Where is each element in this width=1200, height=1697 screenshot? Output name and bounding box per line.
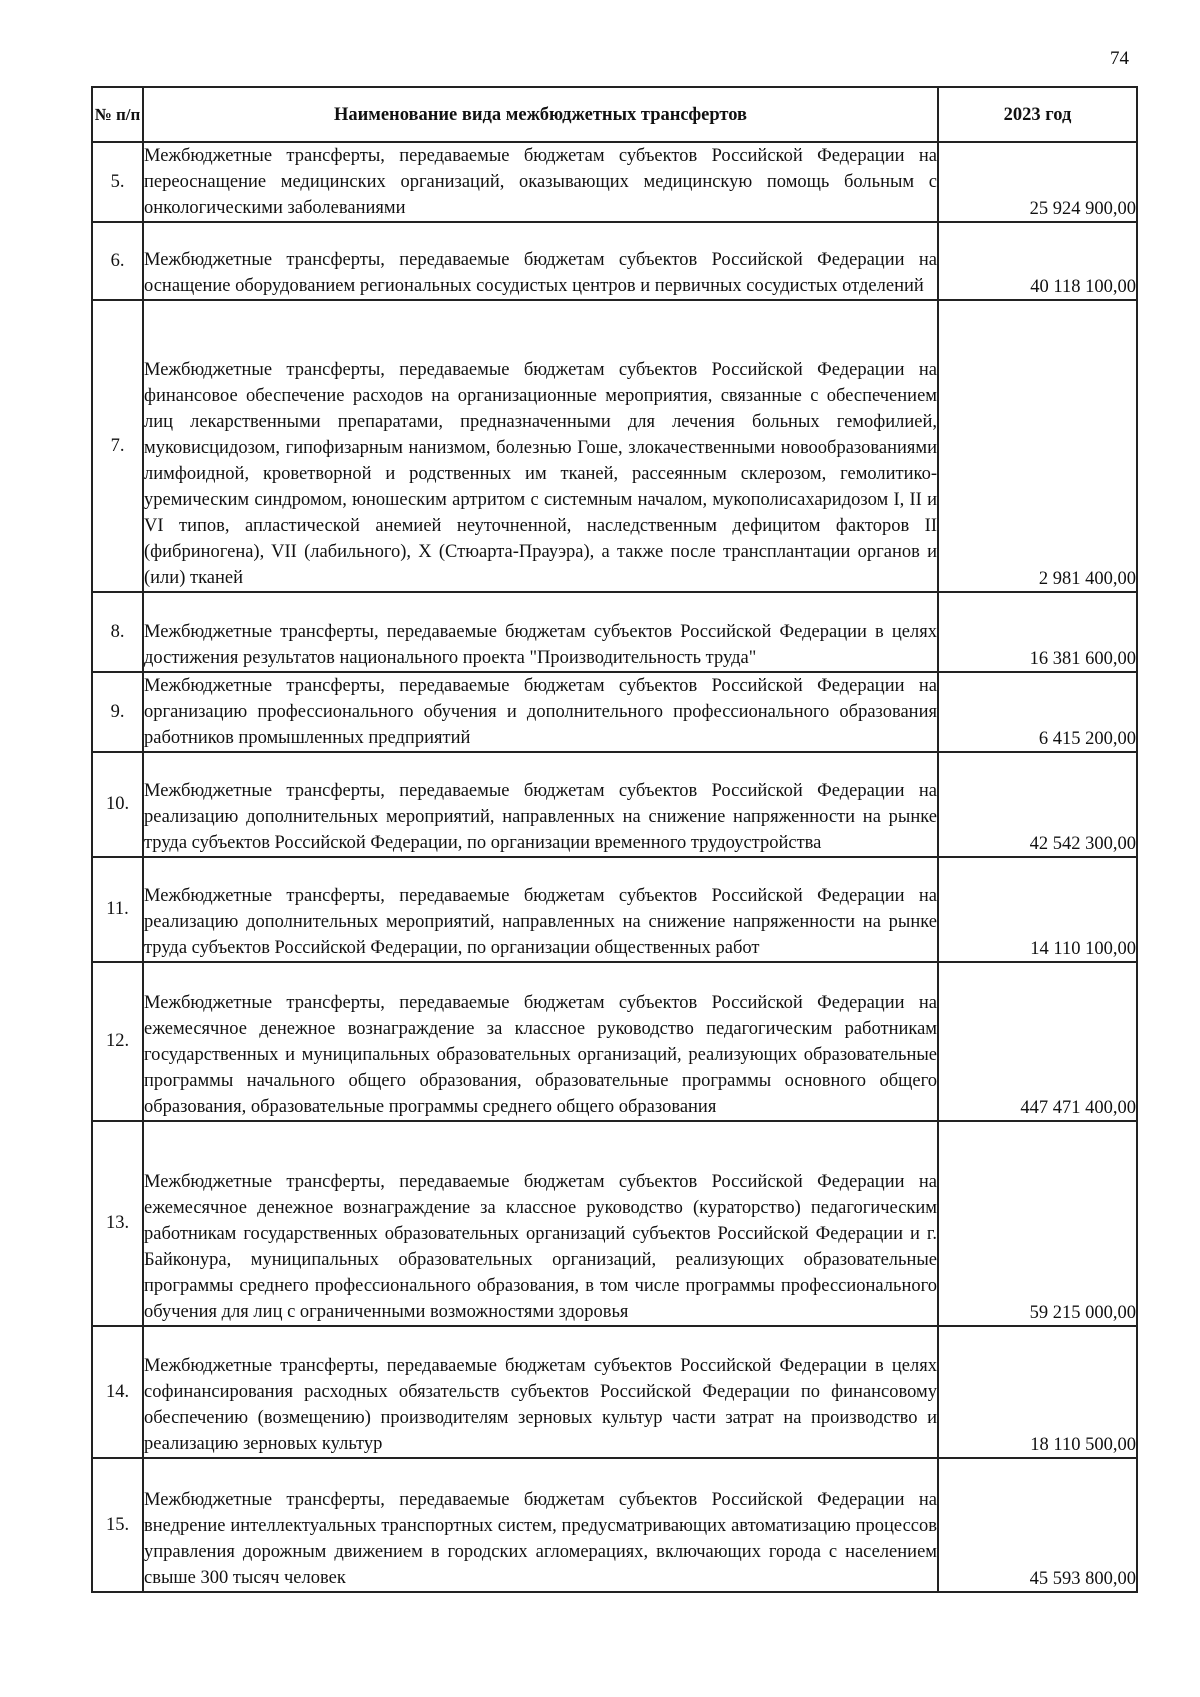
row-name: Межбюджетные трансферты, передаваемые бюджетам субъектов Российской Федерации на внедрение интеллектуальных транспортных систем, предусматривающих автоматизацию процессов управления дорожным движением в городских агломерациях, включающих города с населением свыше 300 тысяч человек (143, 1458, 938, 1592)
row-number: 11. (92, 857, 143, 962)
page-number: 74 (1110, 48, 1129, 69)
row-amount: 42 542 300,00 (938, 752, 1137, 857)
row-amount: 18 110 500,00 (938, 1326, 1137, 1458)
row-name: Межбюджетные трансферты, передаваемые бюджетам субъектов Российской Федерации на реализацию дополнительных мероприятий, направленных на снижение напряженности на рынке труда субъектов Российской Федерации, по организации временного трудоустройства (143, 752, 938, 857)
row-number: 9. (92, 672, 143, 752)
table-row (92, 1326, 1137, 1458)
header-name: Наименование вида межбюджетных трансфертов (143, 87, 938, 142)
row-name: Межбюджетные трансферты, передаваемые бюджетам субъектов Российской Федерации на организацию профессионального обучения и дополнительного профессионального образования работников промышленных предприятий (143, 672, 938, 752)
table-row (92, 222, 1137, 300)
table-row (92, 300, 1137, 592)
row-name: Межбюджетные трансферты, передаваемые бюджетам субъектов Российской Федерации на ежемесячное денежное вознаграждение за классное руководство педагогическим работникам государственных и муниципальных образовательных организаций, реализующих образовательные программы начального общего образования, образовательные программы основного общего образования, образовательные программы среднего общего образования (143, 962, 938, 1121)
table-row (92, 592, 1137, 672)
row-amount: 16 381 600,00 (938, 592, 1137, 672)
header-year: 2023 год (938, 87, 1137, 142)
row-name: Межбюджетные трансферты, передаваемые бюджетам субъектов Российской Федерации на переоснащение медицинских организаций, оказывающих медицинскую помощь больным с онкологическими заболеваниями (143, 142, 938, 222)
header-number: № п/п (92, 87, 143, 142)
row-number: 5. (92, 142, 143, 222)
row-number: 8. (92, 592, 143, 672)
row-number: 15. (92, 1458, 143, 1592)
row-amount: 14 110 100,00 (938, 857, 1137, 962)
row-name: Межбюджетные трансферты, передаваемые бюджетам субъектов Российской Федерации в целях софинансирования расходных обязательств субъектов Российской Федерации по финансовому обеспечению (возмещению) производителям зерновых культур части затрат на производство и реализацию зерновых культур (143, 1326, 938, 1458)
table-row (92, 672, 1137, 752)
row-name: Межбюджетные трансферты, передаваемые бюджетам субъектов Российской Федерации на финансовое обеспечение расходов на организационные мероприятия, связанные с обеспечением лиц лекарственными препаратами, предназначенными для лечения больных гемофилией, муковисцидозом, гипофизарным нанизмом, болезнью Гоше, злокачественными новообразованиями лимфоидной, кроветворной и родственных им тканей, рассеянным склерозом, гемолитико-уремическим синдромом, юношеским артритом с системным началом, мукополисахаридозом I, II и VI типов, апластической анемией неуточненной, наследственным дефицитом факторов II (фибриногена), VII (лабильного), X (Стюарта-Прауэра), а также после трансплантации органов и (или) тканей (143, 300, 938, 592)
row-name: Межбюджетные трансферты, передаваемые бюджетам субъектов Российской Федерации на ежемесячное денежное вознаграждение за классное руководство (кураторство) педагогическим работникам государственных образовательных организаций субъектов Российской Федерации и г. Байконура, муниципальных образовательных организаций, реализующих образовательные программы среднего профессионального образования, в том числе программы профессионального обучения для лиц с ограниченными возможностями здоровья (143, 1121, 938, 1326)
table-row (92, 142, 1137, 222)
row-number: 14. (92, 1326, 143, 1458)
table-row (92, 962, 1137, 1121)
table-row (92, 1121, 1137, 1326)
row-amount: 40 118 100,00 (938, 222, 1137, 300)
row-number: 12. (92, 962, 143, 1121)
row-number: 7. (92, 300, 143, 592)
table-row (92, 1458, 1137, 1592)
row-number: 13. (92, 1121, 143, 1326)
row-amount: 6 415 200,00 (938, 672, 1137, 752)
row-amount: 2 981 400,00 (938, 300, 1137, 592)
table-row (92, 752, 1137, 857)
row-number: 6. (92, 222, 143, 300)
row-name: Межбюджетные трансферты, передаваемые бюджетам субъектов Российской Федерации на реализацию дополнительных мероприятий, направленных на снижение напряженности на рынке труда субъектов Российской Федерации, по организации общественных работ (143, 857, 938, 962)
row-name: Межбюджетные трансферты, передаваемые бюджетам субъектов Российской Федерации на оснащение оборудованием региональных сосудистых центров и первичных сосудистых отделений (143, 222, 938, 300)
transfers-table (91, 86, 1138, 1593)
row-number: 10. (92, 752, 143, 857)
row-amount: 45 593 800,00 (938, 1458, 1137, 1592)
table-header-row (92, 87, 1137, 142)
row-amount: 447 471 400,00 (938, 962, 1137, 1121)
row-amount: 25 924 900,00 (938, 142, 1137, 222)
row-name: Межбюджетные трансферты, передаваемые бюджетам субъектов Российской Федерации в целях достижения результатов национального проекта "Производительность труда" (143, 592, 938, 672)
table-row (92, 857, 1137, 962)
row-amount: 59 215 000,00 (938, 1121, 1137, 1326)
